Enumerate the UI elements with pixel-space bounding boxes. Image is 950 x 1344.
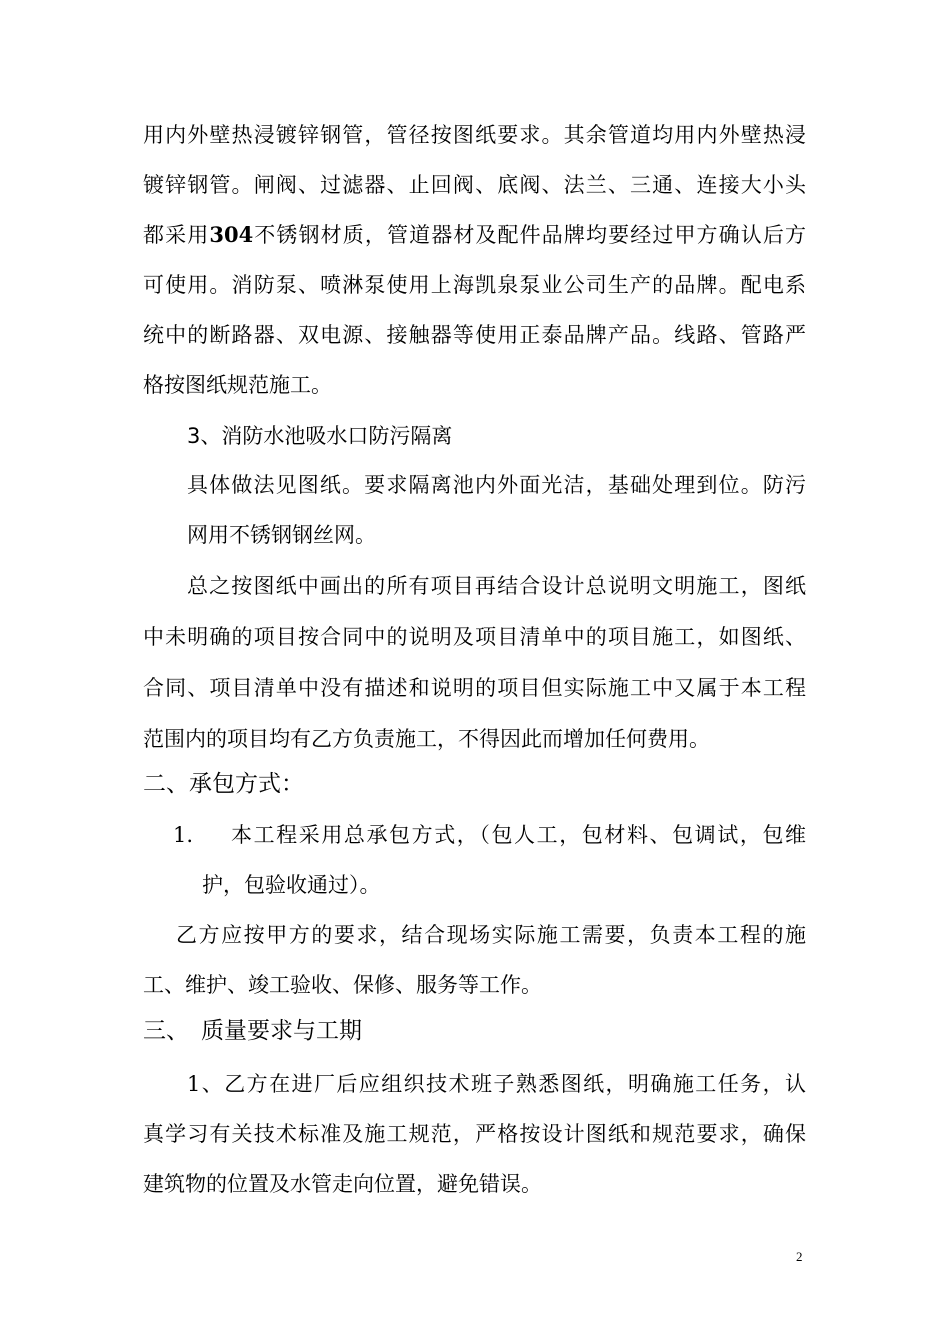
paragraph-1-line-4: 可使用。消防泵、喷淋泵使用上海凯泉泵业公司生产的品牌。配电系	[143, 273, 806, 297]
section-2-paragraph-line-2: 工、维护、竣工验收、保修、服务等工作。	[143, 973, 542, 997]
section-2-item-1-number: 1.	[173, 823, 194, 847]
item-3-title: 3、消防水池吸水口防污隔离	[187, 424, 453, 448]
section-2-item-1-line-1: 本工程采用总承包方式，（包人工，包材料、包调试，包维	[231, 823, 806, 847]
item-3-line-2: 网用不锈钢钢丝网。	[187, 523, 376, 547]
paragraph-1-line-6: 格按图纸规范施工。	[143, 373, 332, 397]
section-3-heading-text: 质量要求与工期	[201, 1018, 362, 1044]
summary-line-2: 中未明确的项目按合同中的说明及项目清单中的项目施工，如图纸、	[143, 625, 806, 649]
section-3-item-1-line-2: 真学习有关技术标准及施工规范，严格按设计图纸和规范要求，确保	[143, 1122, 806, 1146]
paragraph-1-line-2: 镀锌钢管。闸阀、过滤器、止回阀、底阀、法兰、三通、连接大小头	[143, 173, 806, 197]
summary-line-1: 总之按图纸中画出的所有项目再结合设计总说明文明施工，图纸	[187, 574, 806, 598]
section-2-heading: 二、承包方式：	[143, 771, 304, 797]
summary-line-3: 合同、项目清单中没有描述和说明的项目但实际施工中又属于本工程	[143, 676, 806, 700]
paragraph-1-line-3-pre: 都采用	[143, 223, 210, 247]
section-2-item-1-line-2: 护，包验收通过）。	[202, 873, 381, 897]
item-3-line-1: 具体做法见图纸。要求隔离池内外面光洁，基础处理到位。防污	[187, 473, 806, 497]
paragraph-1-line-3	[143, 220, 806, 250]
paragraph-1-line-3-post: 不锈钢材质，管道器材及配件品牌均要经过甲方确认后方	[253, 223, 807, 247]
section-3-item-1-line-1: 1、乙方在进厂后应组织技术班子熟悉图纸，明确施工任务，认	[187, 1072, 806, 1096]
paragraph-1-line-5: 统中的断路器、双电源、接触器等使用正泰品牌产品。线路、管路严	[143, 323, 806, 347]
section-3-item-1-line-3: 建筑物的位置及水管走向位置，避免错误。	[143, 1172, 542, 1196]
summary-line-4: 范围内的项目均有乙方负责施工，不得因此而增加任何费用。	[143, 727, 710, 751]
paragraph-1-line-3-bold-number: 304	[209, 222, 254, 247]
section-2-paragraph-line-1: 乙方应按甲方的要求，结合现场实际施工需要，负责本工程的施	[176, 923, 806, 947]
section-3-heading-number: 三、	[143, 1018, 189, 1044]
paragraph-1-line-1: 用内外壁热浸镀锌钢管，管径按图纸要求。其余管道均用内外壁热浸	[143, 123, 806, 147]
page-number: 2	[796, 1249, 803, 1264]
